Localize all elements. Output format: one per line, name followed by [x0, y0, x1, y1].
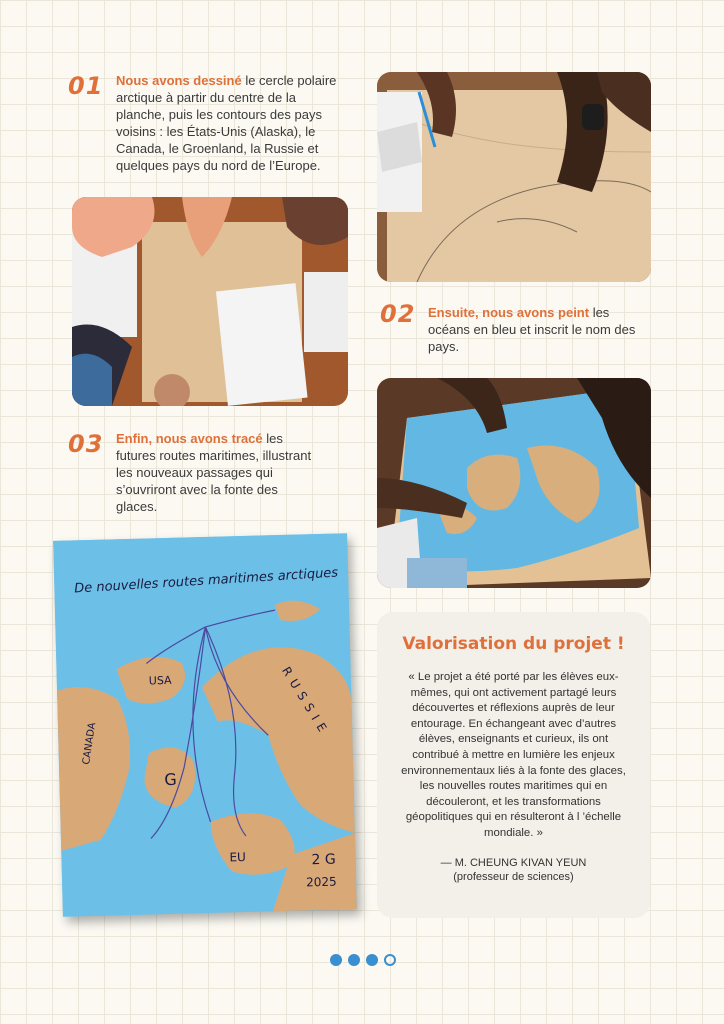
step-3-highlight: Enfin, nous avons tracé — [116, 431, 263, 446]
step-1-body: le cercle polaire arctique à partir du centre de la planche, puis les contours des pays voisins : les États-Unis (Alaska), le Canada, le Groenland, la Russie et quelques pays du nord de l’Europe. — [116, 73, 337, 173]
step-3 — [68, 430, 358, 520]
page-dot-2[interactable] — [348, 954, 360, 966]
page-dot-4-current[interactable] — [384, 954, 396, 966]
map-label-canada: CANADA — [81, 721, 99, 766]
photo-group-drawing-image — [72, 197, 348, 406]
photo-drawing-hands — [377, 72, 651, 282]
card-quote: « Le projet a été porté par les élèves eux-mêmes, qui ont activement partagé leurs découvertes et réflexions auprès de leur entourage. En échangeant avec d’autres élèves, enseignants et curieux, ils ont contribué à mettre en lumière les enjeux environnementaux liés à la fonte des glaces, les nouvelles routes maritimes qui en découleront, et les transformations géopolitiques qui en résulteront à l ’échelle mondiale. » — [401, 671, 626, 839]
map-label-russia: RUSSIE — [279, 664, 333, 740]
step-1 — [68, 72, 358, 182]
step-3-body: les futures routes maritimes, illustrant les nouveaux passages qui s’ouvriront avec la fonte des glaces. — [116, 431, 312, 514]
photo-painting-map — [377, 378, 651, 588]
step-2-body: les océans en bleu et inscrit le nom des pays. — [428, 305, 636, 354]
map-label-europe: EU — [229, 849, 247, 865]
map-label-greenland: G — [164, 769, 178, 790]
step-2 — [380, 300, 670, 370]
step-3-text — [116, 430, 316, 515]
pagination-dots — [330, 954, 396, 966]
map-label-class: 2 G — [311, 851, 336, 869]
card-author: — M. CHEUNG KIVAN YEUN — [440, 856, 587, 869]
page-dot-3[interactable] — [366, 954, 378, 966]
step-1-highlight: Nous avons dessiné — [116, 73, 242, 88]
step-2-text — [428, 304, 643, 355]
photo-group-drawing — [72, 197, 348, 406]
map-label-year: 2025 — [305, 874, 337, 890]
step-1-text — [116, 72, 344, 174]
photo-drawing-hands-image — [377, 72, 651, 282]
map-label-usa: USA — [148, 673, 172, 688]
card-author-block — [395, 856, 632, 884]
finished-map-board — [53, 533, 357, 917]
step-2-highlight: Ensuite, nous avons peint — [428, 305, 590, 320]
card-author-role: (professeur de sciences) — [453, 870, 574, 883]
map-title: De nouvelles routes maritimes arctiques — [73, 565, 339, 597]
step-1-number: 01 — [68, 72, 104, 100]
arctic-map — [53, 533, 357, 917]
step-3-number: 03 — [68, 430, 104, 458]
page-dot-1[interactable] — [330, 954, 342, 966]
photo-painting-map-image — [377, 378, 651, 588]
card-title: Valorisation du projet ! — [402, 634, 625, 654]
valorisation-card — [377, 612, 650, 918]
step-2-number: 02 — [380, 300, 416, 328]
